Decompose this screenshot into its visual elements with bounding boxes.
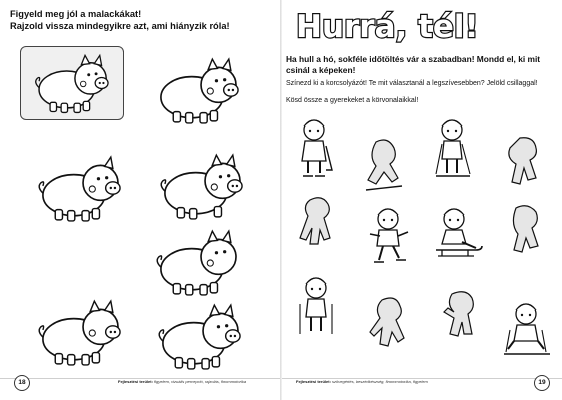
page-number-right: 19 <box>534 375 550 391</box>
child-on-sled <box>432 206 486 262</box>
child-with-ski-poles <box>294 274 338 340</box>
footer-right-label: Fejlesztési terület: <box>296 379 331 384</box>
child-hockey-player <box>292 116 336 182</box>
page-title-text: Hurrá, tél! <box>296 9 479 44</box>
story-instruction <box>286 54 558 76</box>
pig-instruction-line1: Figyeld meg jól a malackákat! <box>10 9 142 19</box>
silhouette-sledder <box>362 138 410 198</box>
story-instruction-line2: csinál a képeken! <box>286 65 356 75</box>
silhouette-skier <box>366 296 416 358</box>
pig-missing-ear <box>30 152 134 224</box>
child-sitting-skier <box>502 300 552 362</box>
pig-missing-tail <box>148 54 252 126</box>
silhouette-child <box>504 204 548 264</box>
pig-missing-eyes <box>30 296 134 368</box>
pig-missing-snout <box>148 226 252 298</box>
pig-instruction-line2: Rajzold vissza mindegyikre azt, ami hiányzik róla! <box>10 21 230 31</box>
reference-pig <box>28 50 120 116</box>
child-skiing <box>430 116 476 182</box>
silhouette-skater <box>504 136 548 198</box>
footer-left <box>118 379 246 385</box>
story-instruction-line1: Ha hull a hó, sokféle időtöltés vár a szabadban! Mondd el, ki mit <box>286 54 541 64</box>
footer-right <box>296 379 428 385</box>
silhouette-girl <box>438 290 484 354</box>
pig-missing-cheek <box>150 300 254 372</box>
footer-right-value: szövegértés, beszédkészség, finommotorika, figyelem <box>332 379 428 384</box>
silhouette-hockey-player <box>296 196 342 260</box>
pig-missing-leg <box>152 150 256 222</box>
page-number-left: 18 <box>14 375 30 391</box>
child-ice-skater <box>366 206 412 266</box>
footer-left-value: figyelem, vizuális percepció, rajzolás, finommotorika <box>154 379 247 384</box>
right-page <box>282 0 562 400</box>
left-page <box>0 0 280 400</box>
footer-left-label: Fejlesztési terület: <box>118 379 153 384</box>
pig-instructions <box>10 8 270 32</box>
coloring-instruction: Színezd ki a korcsolyázót! Te mit választanál a legszívesebben? Jelöld csillaggal! <box>286 80 538 87</box>
page-title <box>292 6 552 44</box>
matching-instruction: Kösd össze a gyerekeket a körvonalaikkal! <box>286 97 419 104</box>
